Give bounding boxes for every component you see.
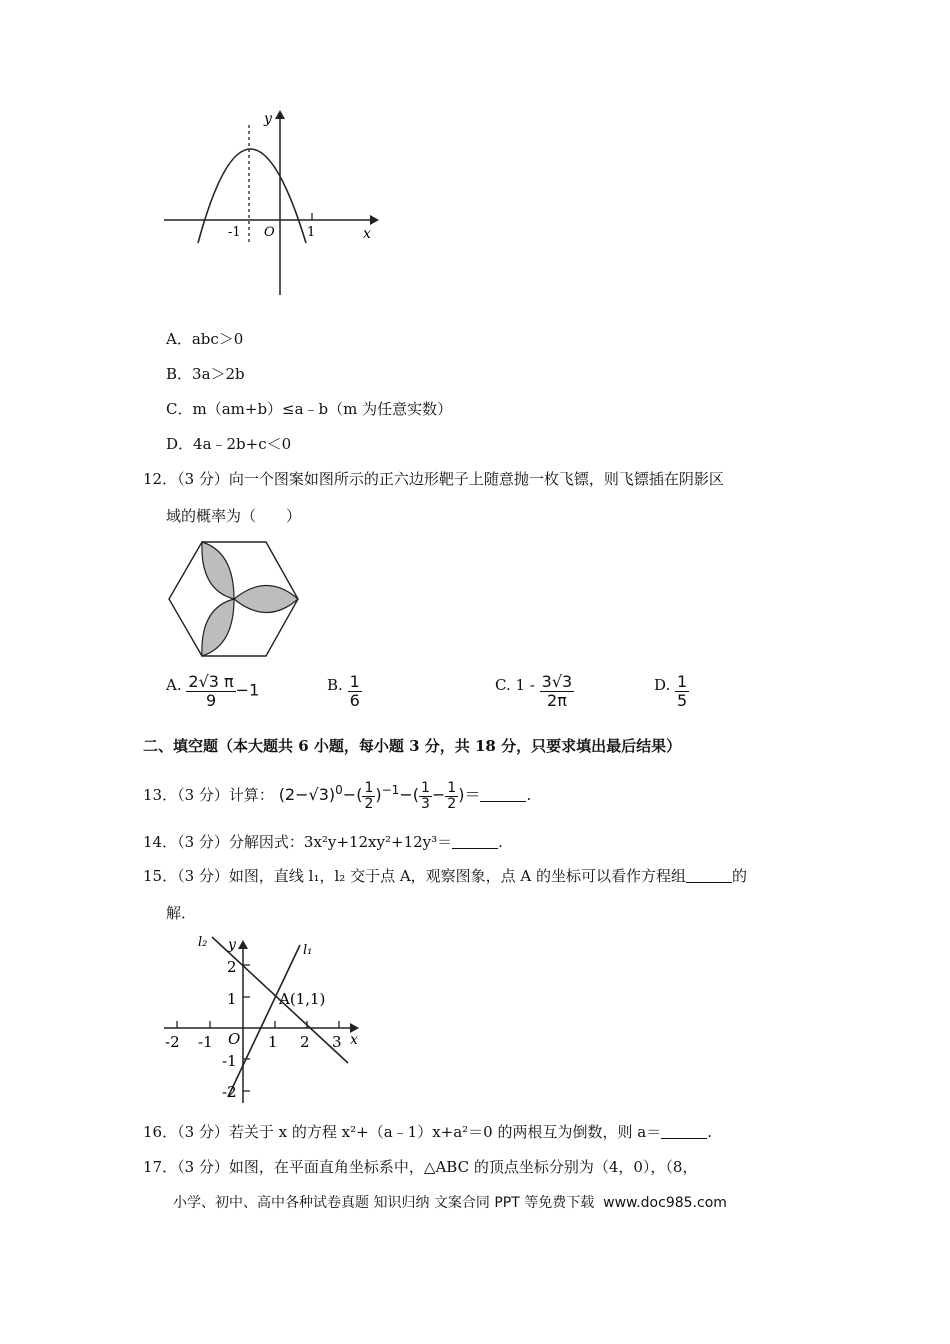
question-number: 13．: [143, 786, 178, 804]
denominator: 2π: [547, 691, 567, 710]
footer-link[interactable]: www.doc985.com: [603, 1195, 727, 1211]
y-tick-label: 1: [227, 990, 237, 1008]
line-end: 的: [732, 867, 748, 885]
lines-figure: [160, 935, 370, 1105]
option-text: 3a＞2b: [192, 365, 245, 383]
l2-label: l₂: [198, 935, 208, 950]
numerator: 3√3: [541, 672, 573, 691]
hexagon-figure: [165, 538, 305, 660]
denominator: 9: [205, 691, 217, 710]
x-tick-label: 2: [300, 1033, 310, 1051]
q11-option-c[interactable]: [166, 398, 452, 419]
x-tick-label: -2: [165, 1033, 180, 1051]
option-letter: C.: [495, 675, 511, 694]
footer-text: 小学、初中、高中各种试卷真题 知识归纳 文案合同 PPT 等免费下载: [173, 1195, 595, 1211]
denominator: 2: [447, 795, 457, 812]
option-letter: D．: [166, 435, 194, 453]
numerator: 1: [447, 779, 457, 796]
fraction: [675, 673, 689, 710]
exponent-neg1: −1: [381, 783, 400, 797]
point-a-label: A(1,1): [279, 990, 326, 1008]
question-text: （3 分）如图，在平面直角坐标系中，△ABC 的顶点坐标分别为（4，0），（8，: [177, 1158, 698, 1176]
q17-line: [143, 1157, 697, 1177]
question-text: （3 分）向一个图案如图所示的正六边形靶子上随意抛一枚飞镖，则飞镖插在阴影区: [177, 470, 724, 488]
q11-option-d[interactable]: [166, 433, 291, 454]
option-letter: C．: [166, 400, 193, 418]
expr-close: ): [375, 785, 382, 804]
question-text: （3 分）如图，直线 l₁，l₂ 交于点 A，观察图象，点 A 的坐标可以看作方程组: [177, 867, 687, 885]
expr-end: .: [526, 786, 532, 804]
x-tick-label: 3: [332, 1033, 342, 1051]
origin-label: O: [264, 225, 275, 240]
q15-line-2: 解．: [166, 904, 197, 922]
answer-blank[interactable]: [452, 834, 498, 849]
petal-right: [234, 586, 298, 613]
q14-line: [143, 832, 503, 852]
line-end: .: [707, 1123, 712, 1141]
question-text: （3 分）分解因式：3x²y+12xy²+12y³＝: [177, 833, 453, 851]
petal-lower: [202, 599, 234, 656]
fraction-third: [419, 781, 432, 812]
x-label: x: [350, 1032, 358, 1048]
numerator: 1: [420, 779, 430, 796]
expr-sep: −: [431, 785, 446, 804]
fraction-half-2: [445, 781, 458, 812]
fraction: [540, 673, 575, 710]
line-l1: [228, 945, 300, 1097]
q11-option-a[interactable]: [166, 328, 243, 349]
question-number: 17．: [143, 1158, 178, 1176]
denominator: 5: [677, 691, 688, 710]
page-footer: [173, 1192, 727, 1212]
option-letter: A．: [166, 330, 192, 348]
option-letter: B.: [327, 675, 343, 694]
numerator: 1: [349, 672, 360, 691]
y-tick-label: -1: [222, 1052, 237, 1070]
tick-neg1-label: -1: [228, 225, 241, 240]
section-heading: 二、填空题（本大题共 6 小题，每小题 3 分，共 18 分，只要求填出最后结果）: [143, 737, 682, 755]
numerator: 1: [677, 672, 688, 691]
expr-head: (2−√3): [278, 785, 336, 804]
numerator: 1: [364, 779, 374, 796]
option-letter: B．: [166, 365, 193, 383]
x-label: x: [363, 226, 371, 242]
fraction: [186, 673, 235, 710]
q15-line-1: [143, 866, 747, 886]
option-letter: D.: [654, 675, 671, 694]
x-axis-arrow: [370, 215, 379, 225]
l1-label: l₁: [303, 943, 313, 958]
q12-option-c[interactable]: [495, 673, 574, 710]
y-axis-arrow: [275, 110, 285, 119]
q12-line-2: 域的概率为（ ）: [166, 507, 302, 525]
question-number: 12．: [143, 470, 178, 488]
fraction: [348, 673, 362, 710]
q16-line: [143, 1122, 712, 1142]
option-letter: A.: [166, 675, 182, 694]
x-tick-label: 1: [268, 1033, 278, 1051]
y-tick-label: -2: [222, 1083, 237, 1101]
tick-1-label: 1: [307, 225, 316, 240]
denominator: 2: [364, 795, 374, 812]
expr-tail: )＝: [458, 785, 481, 804]
question-text: （3 分）若关于 x 的方程 x²+（a﹣1）x+a²＝0 的两根互为倒数，则 a＝: [177, 1123, 662, 1141]
denominator: 6: [349, 691, 360, 710]
y-label: y: [264, 111, 272, 127]
question-prefix: （3 分）计算：: [177, 786, 274, 804]
answer-blank[interactable]: [686, 868, 732, 883]
question-number: 15．: [143, 867, 178, 885]
parabola-figure: [158, 105, 388, 300]
question-number: 16．: [143, 1123, 178, 1141]
question-number: 14．: [143, 833, 178, 851]
q12-option-b[interactable]: [327, 673, 362, 710]
q12-line-1: [143, 469, 724, 489]
q12-option-d[interactable]: [654, 673, 689, 710]
q13-line: [143, 780, 531, 810]
q12-option-a[interactable]: [166, 673, 259, 710]
option-text: m（am+b）≤a﹣b（m 为任意实数）: [192, 400, 453, 418]
line-end: .: [498, 833, 503, 851]
y-label: y: [228, 937, 236, 953]
exponent-zero: 0: [335, 783, 343, 797]
option-tail: −1: [235, 680, 260, 700]
numerator: 2√3 π: [188, 672, 234, 691]
answer-blank[interactable]: [480, 787, 526, 802]
denominator: 3: [420, 795, 430, 812]
answer-blank[interactable]: [661, 1124, 707, 1139]
expr-minus2: −(: [399, 785, 419, 804]
parabola-curve: [198, 149, 306, 243]
petal-upper: [202, 542, 234, 599]
option-text: abc＞0: [191, 330, 244, 348]
y-tick-label: 2: [227, 958, 237, 976]
fraction-half: [362, 781, 375, 812]
y-axis-arrow: [238, 940, 248, 949]
q11-option-b[interactable]: [166, 363, 245, 384]
option-head: 1 -: [515, 675, 535, 694]
x-tick-label: -1: [198, 1033, 213, 1051]
option-text: 4a﹣2b+c＜0: [193, 435, 292, 453]
origin-label: O: [228, 1030, 241, 1048]
expr-minus: −(: [342, 785, 363, 804]
